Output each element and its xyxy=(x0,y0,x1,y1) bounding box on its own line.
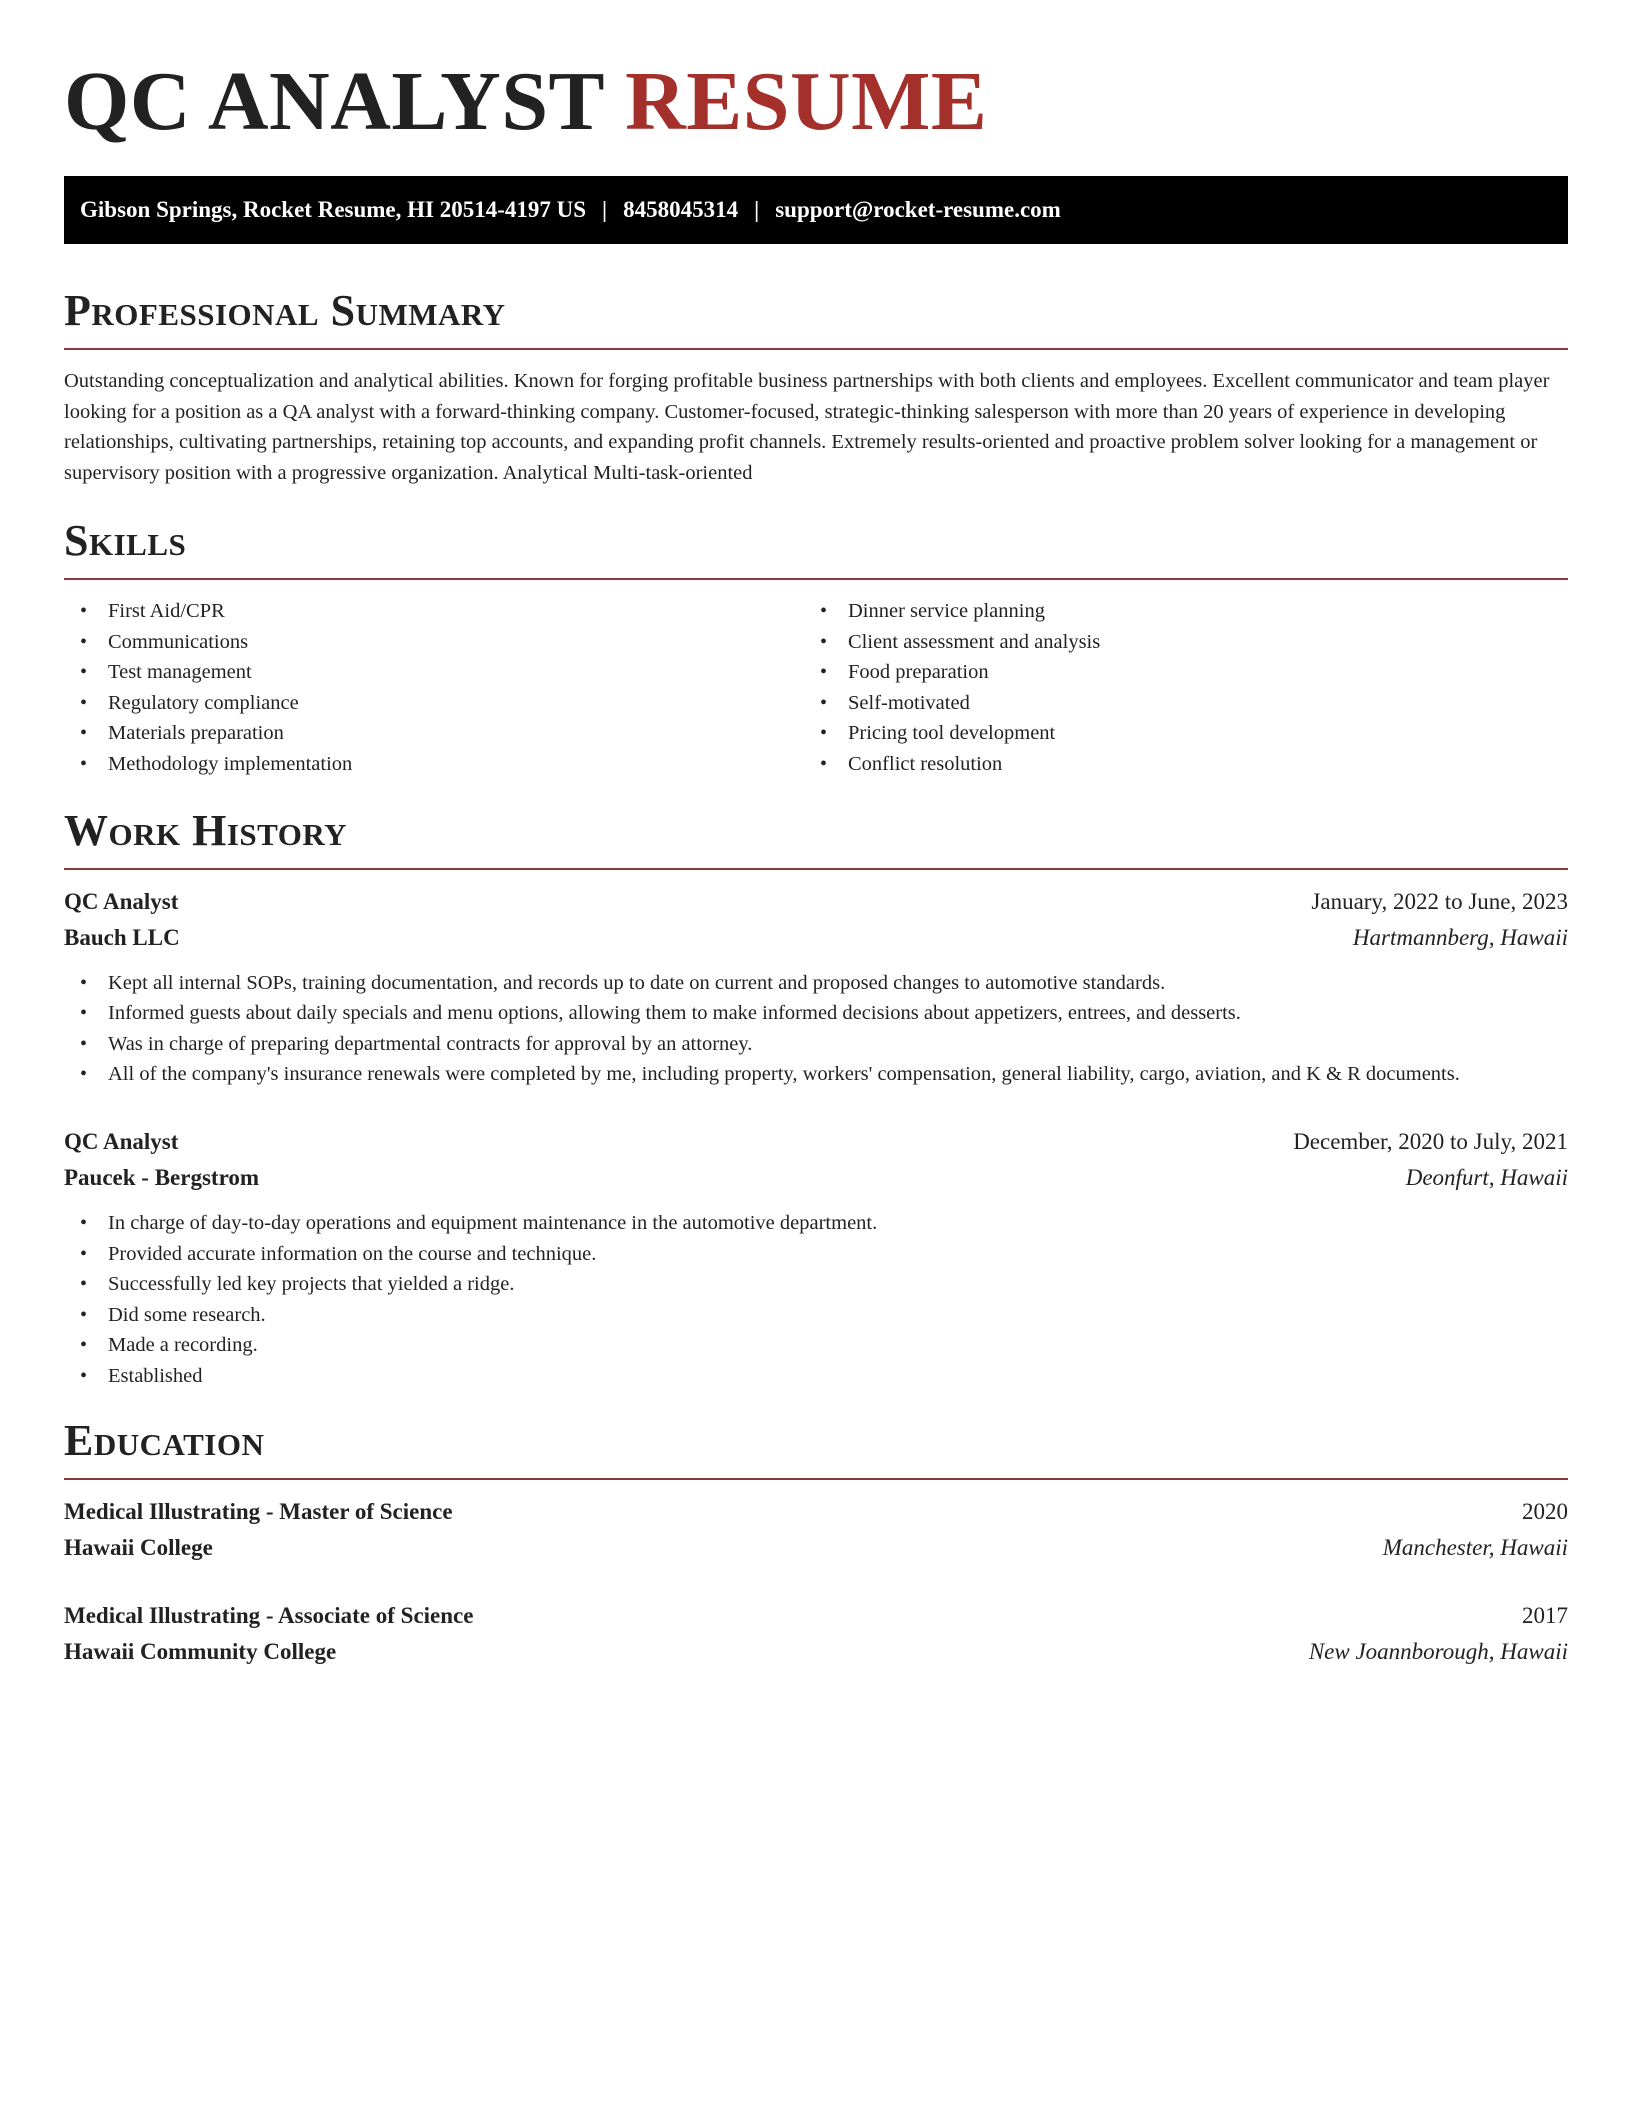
job-bullet: • Was in charge of preparing departmental contracts for approval by an attorney. xyxy=(64,1029,1568,1060)
education-year: 2020 xyxy=(1522,1498,1568,1524)
job-bullet: • Did some research. xyxy=(64,1300,1568,1331)
job-bullet: • Successfully led key projects that yielded a ridge. xyxy=(64,1269,1568,1300)
section-heading-education: Education xyxy=(64,1415,265,1465)
education-location: New Joannborough, Hawaii xyxy=(1308,1638,1568,1664)
education-section xyxy=(64,1414,1568,1670)
education-header-row xyxy=(64,1494,1568,1530)
job-bullet: • Established xyxy=(64,1361,1568,1392)
contact-email: support@rocket-resume.com xyxy=(775,197,1061,222)
job-header-row xyxy=(64,1124,1568,1160)
skill-item: • Food preparation xyxy=(804,657,1544,688)
job-title: QC Analyst xyxy=(64,888,179,914)
job-bullet: • In charge of day-to-day operations and equipment maintenance in the automotive department. xyxy=(64,1208,1568,1239)
skill-item: • Methodology implementation xyxy=(64,749,804,780)
contact-phone: 8458045314 xyxy=(623,197,739,222)
skill-item: • Dinner service planning xyxy=(804,596,1544,627)
skill-item: • Self-motivated xyxy=(804,688,1544,719)
job-entry xyxy=(64,1124,1568,1392)
contact-address: Gibson Springs, Rocket Resume, HI 20514-4197 US xyxy=(80,197,587,222)
education-entry xyxy=(64,1494,1568,1566)
job-bullet: • All of the company's insurance renewals were completed by me, including property, workers' compensation, general liability, cargo, aviation, and K & R documents. xyxy=(64,1059,1568,1090)
skill-item: • Client assessment and analysis xyxy=(804,627,1544,658)
skills-section xyxy=(64,514,1568,780)
section-divider xyxy=(64,1478,1568,1480)
education-header-row xyxy=(64,1598,1568,1634)
job-header-row xyxy=(64,884,1568,920)
education-year: 2017 xyxy=(1522,1602,1568,1628)
job-location: Deonfurt, Hawaii xyxy=(1405,1164,1568,1190)
section-divider xyxy=(64,578,1568,580)
skill-item: • First Aid/CPR xyxy=(64,596,804,627)
resume-title xyxy=(64,52,1568,152)
skills-grid xyxy=(64,596,1568,780)
job-bullet: • Made a recording. xyxy=(64,1330,1568,1361)
job-dates: December, 2020 to July, 2021 xyxy=(1293,1128,1568,1154)
skill-item: • Communications xyxy=(64,627,804,658)
section-divider xyxy=(64,868,1568,870)
education-school-row xyxy=(64,1530,1568,1566)
education-degree: Medical Illustrating - Master of Science xyxy=(64,1498,453,1524)
skills-column-right xyxy=(804,596,1544,780)
job-company: Bauch LLC xyxy=(64,924,180,950)
job-title: QC Analyst xyxy=(64,1128,179,1154)
skills-column-left xyxy=(64,596,804,780)
section-heading-work-history: Work History xyxy=(64,805,348,855)
contact-bar xyxy=(64,176,1568,244)
job-entry xyxy=(64,884,1568,1090)
work-history-section xyxy=(64,804,1568,1392)
skill-item: • Pricing tool development xyxy=(804,718,1544,749)
education-school-row xyxy=(64,1634,1568,1670)
education-location: Manchester, Hawaii xyxy=(1382,1534,1568,1560)
education-entry xyxy=(64,1598,1568,1670)
contact-separator: | xyxy=(602,197,608,222)
summary-section xyxy=(64,284,1568,488)
contact-separator: | xyxy=(754,197,760,222)
job-location: Hartmannberg, Hawaii xyxy=(1352,924,1568,950)
title-part-2: RESUME xyxy=(625,55,988,148)
skill-item: • Test management xyxy=(64,657,804,688)
education-school: Hawaii College xyxy=(64,1534,213,1560)
job-dates: January, 2022 to June, 2023 xyxy=(1311,888,1568,914)
skill-item: • Conflict resolution xyxy=(804,749,1544,780)
section-divider xyxy=(64,348,1568,350)
education-degree: Medical Illustrating - Associate of Science xyxy=(64,1602,474,1628)
section-heading-skills: Skills xyxy=(64,516,187,565)
job-bullet: • Informed guests about daily specials and menu options, allowing them to make informed decisions about appetizers, entrees, and desserts. xyxy=(64,998,1568,1029)
job-company-row xyxy=(64,920,1568,956)
education-school: Hawaii Community College xyxy=(64,1638,337,1664)
job-bullets xyxy=(64,968,1568,1090)
skill-item: • Regulatory compliance xyxy=(64,688,804,719)
job-company: Paucek - Bergstrom xyxy=(64,1164,260,1190)
job-bullet: • Kept all internal SOPs, training documentation, and records up to date on current and proposed changes to automotive standards. xyxy=(64,968,1568,999)
job-company-row xyxy=(64,1160,1568,1196)
skill-item: • Materials preparation xyxy=(64,718,804,749)
section-heading-summary: Professional Summary xyxy=(64,286,506,335)
job-bullet: • Provided accurate information on the course and technique. xyxy=(64,1239,1568,1270)
summary-text: Outstanding conceptualization and analytical abilities. Known for forging profitable business partnerships with both clients and employees. Excellent communicator and team player looking for a position as a QA analyst with a forward-thinking company. Customer-focused, strategic-thinking salesperson with more than 20 years of experience in developing relationships, cultivating partnerships, retaining top accounts, and expanding profit channels. Extremely results-oriented and proactive problem solver looking for a management or supervisory position with a progressive organization. Analytical Multi-task-oriented xyxy=(64,370,1550,484)
job-bullets xyxy=(64,1208,1568,1392)
title-part-1: QC ANALYST xyxy=(64,55,604,148)
